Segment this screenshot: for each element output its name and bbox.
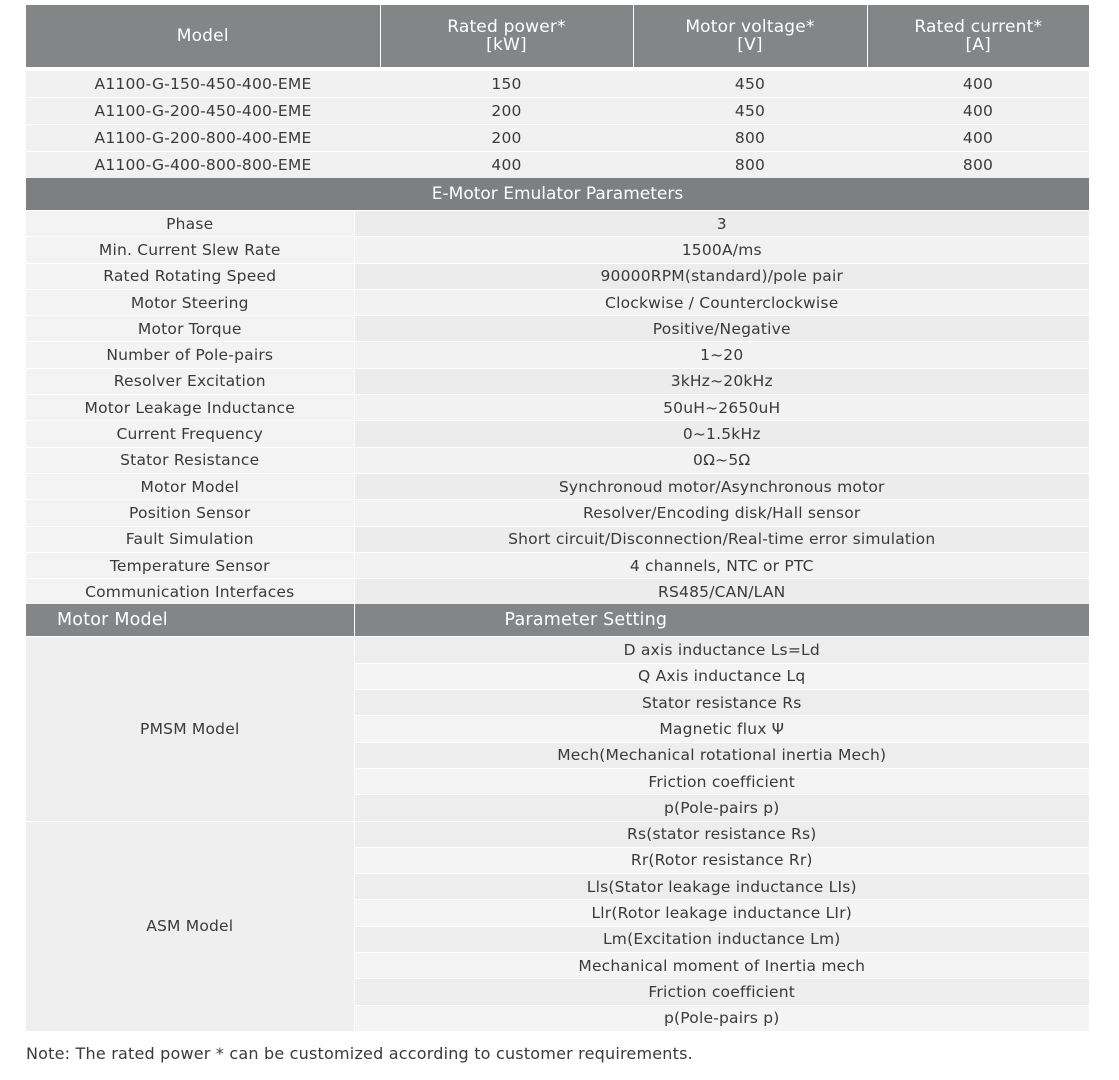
- param-key: Communication Interfaces: [26, 579, 354, 605]
- parameter-setting: Mech(Mechanical rotational inertia Mech): [354, 742, 1089, 768]
- param-key: Phase: [26, 211, 354, 237]
- parameter-setting: Mechanical moment of Inertia mech: [354, 953, 1089, 979]
- header-rated-current: Rated current* [A]: [867, 5, 1089, 69]
- emulator-section-title: E-Motor Emulator Parameters: [26, 178, 1089, 210]
- table-row: [26, 237, 1089, 263]
- model-table: [26, 5, 1089, 178]
- parameter-setting: p(Pole-pairs p): [354, 1005, 1089, 1031]
- param-key: Motor Steering: [26, 289, 354, 315]
- param-value: 1~20: [354, 342, 1089, 368]
- motor-model-header: [26, 604, 1089, 636]
- footnote: Note: The rated power * can be customized according to customer requirements.: [26, 1044, 693, 1063]
- param-value: Resolver/Encoding disk/Hall sensor: [354, 500, 1089, 526]
- table-row: [26, 316, 1089, 342]
- header-motor-voltage: Motor voltage* [V]: [633, 5, 867, 69]
- table-row: [26, 289, 1089, 315]
- param-value: Short circuit/Disconnection/Real-time error simulation: [354, 526, 1089, 552]
- table-row: [26, 473, 1089, 499]
- rated-power: 150: [380, 69, 633, 98]
- model-name: A1100-G-200-450-400-EME: [26, 98, 380, 125]
- param-value: Positive/Negative: [354, 316, 1089, 342]
- table-row: [26, 500, 1089, 526]
- rated-current: 400: [867, 125, 1089, 152]
- rated-current: 400: [867, 98, 1089, 125]
- header-motor-model: Motor Model: [26, 604, 354, 636]
- emulator-parameters-table: [26, 210, 1089, 604]
- table-row: [26, 421, 1089, 447]
- rated-power: 200: [380, 125, 633, 152]
- param-key: Motor Model: [26, 473, 354, 499]
- param-value: 50uH~2650uH: [354, 395, 1089, 421]
- model-name: A1100-G-200-800-400-EME: [26, 125, 380, 152]
- param-key: Resolver Excitation: [26, 368, 354, 394]
- parameter-setting: p(Pole-pairs p): [354, 795, 1089, 821]
- parameter-setting: Q Axis inductance Lq: [354, 663, 1089, 689]
- table-row: [26, 125, 1089, 152]
- param-value: 3kHz~20kHz: [354, 368, 1089, 394]
- table-row: [26, 552, 1089, 578]
- parameter-setting: Magnetic flux Ψ: [354, 716, 1089, 742]
- pmsm-model-label: PMSM Model: [26, 637, 354, 821]
- table-row: [26, 98, 1089, 125]
- rated-power: 200: [380, 98, 633, 125]
- rated-power: 400: [380, 152, 633, 179]
- parameter-setting: Stator resistance Rs: [354, 690, 1089, 716]
- parameter-setting: Lls(Stator leakage inductance LIs): [354, 874, 1089, 900]
- table-row: [26, 368, 1089, 394]
- header-rated-power: Rated power* [kW]: [380, 5, 633, 69]
- motor-model-table: [26, 636, 1089, 1030]
- param-value: RS485/CAN/LAN: [354, 579, 1089, 605]
- table-row: [26, 395, 1089, 421]
- table-row: [26, 821, 1089, 847]
- model-name: A1100-G-400-800-800-EME: [26, 152, 380, 179]
- table-row: [26, 526, 1089, 552]
- param-value: 1500A/ms: [354, 237, 1089, 263]
- table-row: [26, 263, 1089, 289]
- parameter-setting: Friction coefficient: [354, 768, 1089, 794]
- parameter-setting: Rs(stator resistance Rs): [354, 821, 1089, 847]
- parameter-setting: D axis inductance Ls=Ld: [354, 637, 1089, 663]
- param-value: 0Ω~5Ω: [354, 447, 1089, 473]
- header-model: Model: [26, 5, 380, 69]
- table-row: [26, 211, 1089, 237]
- parameter-setting: Lm(Excitation inductance Lm): [354, 926, 1089, 952]
- table-row: [26, 579, 1089, 605]
- motor-voltage: 800: [633, 125, 867, 152]
- motor-voltage: 450: [633, 98, 867, 125]
- param-key: Position Sensor: [26, 500, 354, 526]
- header-parameter-setting: Parameter Setting: [354, 604, 1089, 636]
- param-value: 90000RPM(standard)/pole pair: [354, 263, 1089, 289]
- param-value: Clockwise / Counterclockwise: [354, 289, 1089, 315]
- table-row: [26, 637, 1089, 663]
- table-row: [26, 69, 1089, 98]
- rated-current: 800: [867, 152, 1089, 179]
- param-value: 3: [354, 211, 1089, 237]
- param-key: Stator Resistance: [26, 447, 354, 473]
- parameter-setting: Rr(Rotor resistance Rr): [354, 847, 1089, 873]
- param-key: Rated Rotating Speed: [26, 263, 354, 289]
- param-key: Current Frequency: [26, 421, 354, 447]
- param-value: Synchronoud motor/Asynchronous motor: [354, 473, 1089, 499]
- param-key: Temperature Sensor: [26, 552, 354, 578]
- param-key: Number of Pole-pairs: [26, 342, 354, 368]
- rated-current: 400: [867, 69, 1089, 98]
- parameter-setting: Friction coefficient: [354, 979, 1089, 1005]
- table-row: [26, 152, 1089, 179]
- param-key: Motor Torque: [26, 316, 354, 342]
- table-row: [26, 447, 1089, 473]
- table-row: [26, 342, 1089, 368]
- model-table-header: [26, 5, 1089, 69]
- param-key: Fault Simulation: [26, 526, 354, 552]
- model-name: A1100-G-150-450-400-EME: [26, 69, 380, 98]
- param-key: Min. Current Slew Rate: [26, 237, 354, 263]
- motor-voltage: 450: [633, 69, 867, 98]
- param-value: 4 channels, NTC or PTC: [354, 552, 1089, 578]
- motor-voltage: 800: [633, 152, 867, 179]
- spec-sheet: [26, 5, 1089, 1031]
- parameter-setting: Llr(Rotor leakage inductance LIr): [354, 900, 1089, 926]
- param-key: Motor Leakage Inductance: [26, 395, 354, 421]
- param-value: 0~1.5kHz: [354, 421, 1089, 447]
- asm-model-label: ASM Model: [26, 821, 354, 1031]
